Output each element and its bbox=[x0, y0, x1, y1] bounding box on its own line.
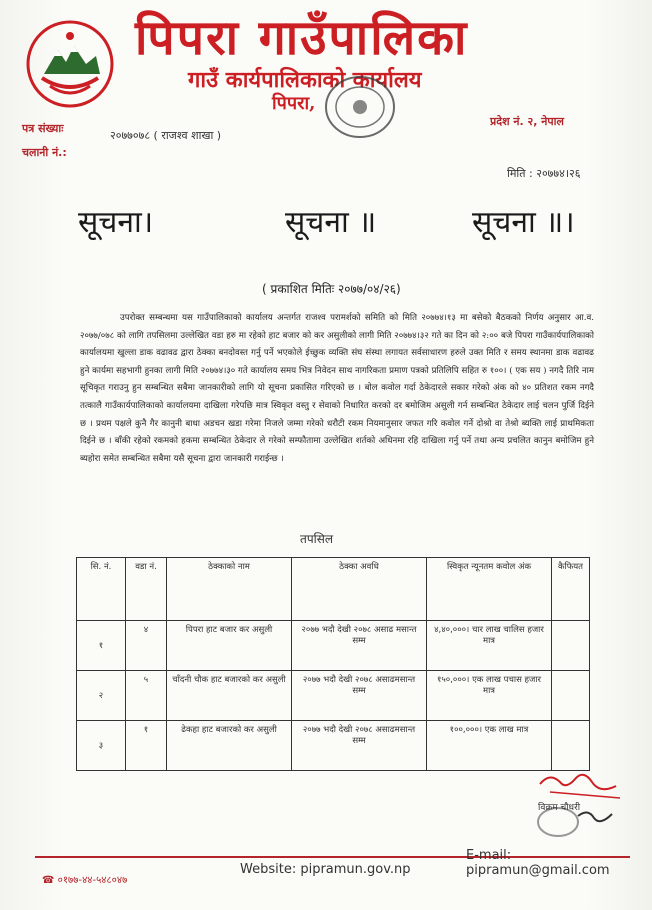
cell-remarks bbox=[552, 671, 590, 721]
table-row bbox=[77, 671, 590, 721]
table-row bbox=[77, 721, 590, 771]
cell-amount: १५०,०००। एक लाख पचास हजार मात्र bbox=[427, 671, 552, 721]
cell-period: २०७७ भदौ देखी २०७८ असाढ मसान्त सम्म bbox=[292, 621, 427, 671]
table-row bbox=[77, 621, 590, 671]
phone-number: ०१७७-४४-५४८०४७ bbox=[57, 875, 128, 886]
cell-period: २०७७ भदौ देखी २०७८ असाढमसान्त सम्म bbox=[292, 671, 427, 721]
cell-ward: ५ bbox=[126, 671, 167, 721]
cell-remarks bbox=[552, 721, 590, 771]
col-header-name: ठेक्काको नाम bbox=[167, 558, 292, 621]
footer-email: E-mail: pipramun@gmail.com bbox=[466, 848, 610, 878]
cell-period: २०७७ भदौ देखी २०७८ असाढमसान्त सम्म bbox=[292, 721, 427, 771]
col-header-period: ठेक्का अवधि bbox=[292, 558, 427, 621]
cell-sn: २ bbox=[77, 671, 126, 721]
reference-number: २०७७०७८ ( राजश्व शाखा ) bbox=[110, 129, 222, 142]
letter-date: मिति : २०७७४।२६ bbox=[507, 167, 581, 180]
province-label: प्रदेश नं. २, नेपाल bbox=[490, 115, 564, 128]
col-header-ward: वडा नं. bbox=[126, 558, 167, 621]
cell-amount: ४,४०,०००। चार लाख चालिस हजार मात्र bbox=[427, 621, 552, 671]
footer-website: Website: pipramun.gov.np bbox=[240, 862, 411, 877]
signatory-name: विक्रम चौधरी bbox=[538, 803, 581, 813]
cell-sn: ३ bbox=[77, 721, 126, 771]
col-header-sn: सि. नं. bbox=[77, 558, 126, 621]
cell-amount: १००,०००। एक लाख मात्र bbox=[427, 721, 552, 771]
cell-remarks bbox=[552, 621, 590, 671]
office-stamp-icon bbox=[320, 70, 400, 144]
notice-body: उपरोक्त सम्बन्धमा यस गाउँपालिकाको कार्यालय अन्तर्गत राजश्व परामर्शको समिति को मिति २०७७४।१३ मा बसेको बैठकको निर्णय अनुसार आ.व. २०७७/०७८ को लागि तपसिलमा उल्लेखित वडा हरु मा रहेको हाट बजार को कर असुलीको लागी मिति २०७७४।३२ गते का दिन को २:०० बजे पिपरा गाउँकार्यपालिकाको कार्यालयमा खुल्ला डाक वढावढ द्वारा ठेक्का बनदोवस्त गर्नु पर्ने भएकोले ईच्छुक व्यक्ति संघ संस्था लगायत सर्वसाधारण हरुले उक्त मिति र समय स्थानमा डाक वढावढ हुने कार्यमा सहभागी हुनका लागी मिति २०७७४।३० गते कार्यालय समय भित्र निवेदन साथ नागरिकता प्रमाण पत्रको प्रतिलिपि सहित रु १००। ( एक सय ) नगदै तिरि नाम सूचिकृत गराउनु हुन सम्बन्धित सबैमा जानकारीको लागि यो सूचना प्रकासित गरिएको छ । बोल कवोल गर्दा ठेकेदारले सकार गरेको अंक को ४० प्रतिशत रकम नगदै तत्कालै गाउँकार्यपालिकाको कार्यालयमा दाखिला गरेपछि मात्र स्विकृत वस्तु र सेवाको निधारित करको दर बमोजिम असुली गर्न सम्बन्धित ठेकेदार लाई चलन पुर्जि दिईने छ । प्रथम पक्षले कुनै गैर कानुनी बाधा अडचन खडा गरेमा निजले जम्मा गरेको धरौटी रकम नियमानुसार जफत गरि कवोल गर्ने दोश्रो वा तेश्रो ब्यक्ति लाई प्राथमिकता दिईने छ । बाँकी रहेको रकमको हकमा सम्बन्धित ठेकेदार ले गरेको सम्फौतामा उल्लेखित शर्तको अधिनमा रहि दाखिला गर्नु पर्ने तथा अन्य प्रचलित कानुन बमोजिम हुने ब्यहोरा समेत सम्बन्धित सबैमा यसै सूचना द्वारा जानकारी गराईन्छ । bbox=[80, 313, 594, 464]
office-subtitle: गाउँ कार्यपालिकाको कार्यालय bbox=[188, 67, 422, 93]
col-header-remarks: कैफियत bbox=[552, 558, 590, 621]
cell-name: ढेकहा हाट बजारको कर असुली bbox=[167, 721, 292, 771]
notice-heading-3: सूचना ॥। bbox=[472, 205, 575, 240]
patra-sankhya-label: पत्र संख्याः bbox=[22, 122, 64, 135]
tapsil-heading: तपसिल bbox=[300, 532, 334, 546]
cell-sn: १ bbox=[77, 621, 126, 671]
cell-ward: १ bbox=[126, 721, 167, 771]
tender-table bbox=[76, 557, 590, 771]
cell-ward: ४ bbox=[126, 621, 167, 671]
chalani-label: चलानी नं.: bbox=[22, 146, 67, 159]
notice-heading-2: सूचना ॥ bbox=[285, 205, 377, 240]
nepal-emblem-icon bbox=[22, 16, 118, 112]
phone-icon: ☎ bbox=[42, 875, 55, 886]
col-header-amount: स्विकृत न्यूनतम कवोल अंक bbox=[427, 558, 552, 621]
footer-phone bbox=[42, 872, 127, 886]
published-date: ( प्रकाशित मितिः २०७७/०४/२६) bbox=[262, 282, 401, 296]
notice-heading-1: सूचना। bbox=[78, 205, 154, 240]
table-header-row bbox=[77, 558, 590, 621]
municipality-title: पिपरा गाउँपालिका bbox=[135, 10, 469, 66]
office-place: पिपरा, bbox=[272, 93, 316, 114]
cell-name: चाँदनी चौक हाट बजारको कर असुली bbox=[167, 671, 292, 721]
cell-name: पिपरा हाट बजार कर असुली bbox=[167, 621, 292, 671]
